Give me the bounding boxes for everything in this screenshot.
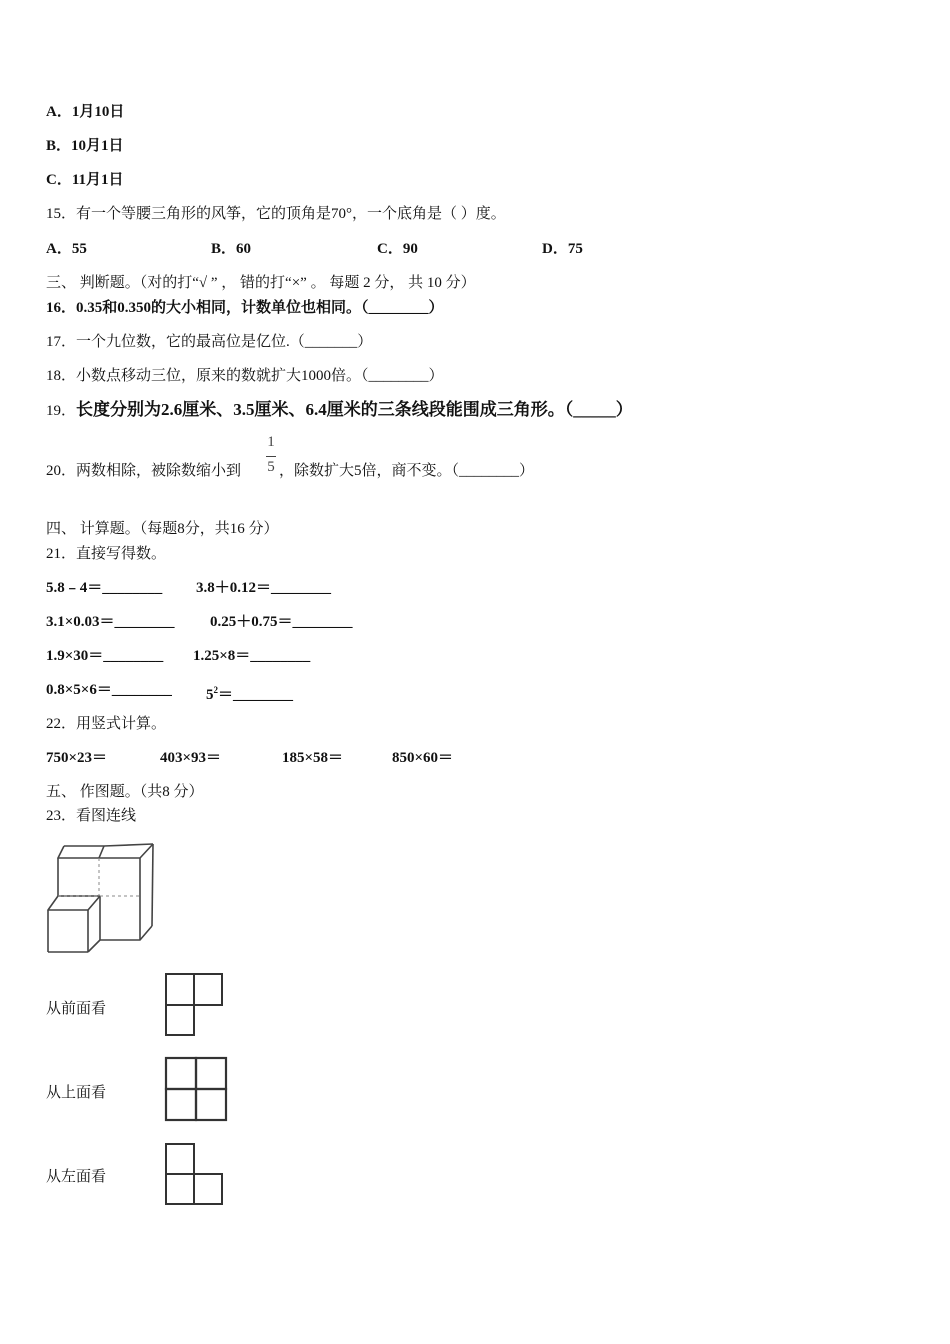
q16: 16．0.35和0.350的大小相同，计数单位也相同。（________） — [46, 300, 444, 316]
calc-4b: $5^2=\_\_\_\_\_\_\_\_$ — [206, 685, 294, 703]
vertical-2: 403×93＝ — [160, 750, 222, 766]
calc-4a: 0.8×5×6＝________ — [46, 682, 172, 698]
section4-title: 四、 计算题。（每题8分，共16 分） — [46, 521, 279, 537]
vertical-3: 185×58＝ — [282, 750, 344, 766]
q22: 22．用竖式计算。 — [46, 716, 167, 732]
q15-option-b: B．60 — [211, 241, 252, 257]
cube-stack-figure — [44, 838, 158, 956]
calc-2a: 3.1×0.03＝________ — [46, 614, 175, 630]
section5-title: 五、 作图题。（共8 分） — [46, 784, 204, 800]
vertical-4: 850×60＝ — [392, 750, 454, 766]
vertical-1: 750×23＝ — [46, 750, 108, 766]
calc-1a: 5.8﹣4＝________ — [46, 580, 163, 596]
top-view-grid — [162, 1054, 230, 1124]
q15-option-a: A．55 — [46, 241, 87, 257]
q20-fraction-numerator: 1 — [267, 434, 275, 450]
q15-option-d: D．75 — [542, 241, 583, 257]
q14-option-c: C．11月1日 — [46, 172, 124, 188]
front-view-grid — [162, 970, 226, 1038]
calc-3b: 1.25×8＝________ — [193, 648, 311, 664]
calc-1b: 3.8＋0.12＝________ — [196, 580, 332, 596]
view-top-label: 从上面看 — [46, 1085, 107, 1101]
q15-option-c: C．90 — [377, 241, 418, 257]
q17: 17．一个九位数，它的最高位是亿位.（_______） — [46, 334, 373, 350]
left-view-grid — [162, 1140, 226, 1208]
calc-3a: 1.9×30＝________ — [46, 648, 164, 664]
q19: 19．长度分别为2.6厘米、3.5厘米、6.4厘米的三条线段能围成三角形。（_____） — [46, 400, 633, 419]
q14-option-a: A．1月10日 — [46, 104, 125, 120]
section3-title: 三、 判断题。（对的打“√ ” ， 错的打“×” 。 每题 2 分， 共 10 分） — [46, 275, 476, 291]
q20-fraction-bar — [266, 456, 276, 457]
q14-option-b: B．10月1日 — [46, 138, 124, 154]
calc-2b: 0.25＋0.75＝________ — [210, 614, 353, 630]
q20-suffix: ，除数扩大5倍，商不变。（________） — [279, 463, 535, 479]
q18: 18．小数点移动三位，原来的数就扩大1000倍。（________） — [46, 368, 444, 384]
view-left-label: 从左面看 — [46, 1169, 107, 1185]
view-front-label: 从前面看 — [46, 1001, 107, 1017]
q20-prefix: 20．两数相除，被除数缩小到 — [46, 463, 242, 479]
q23: 23．看图连线 — [46, 808, 137, 824]
q15-stem: 15．有一个等腰三角形的风筝，它的顶角是70°，一个底角是（ ）度。 — [46, 206, 506, 222]
q21: 21．直接写得数。 — [46, 546, 167, 562]
q20-fraction-denominator: 5 — [267, 459, 275, 475]
